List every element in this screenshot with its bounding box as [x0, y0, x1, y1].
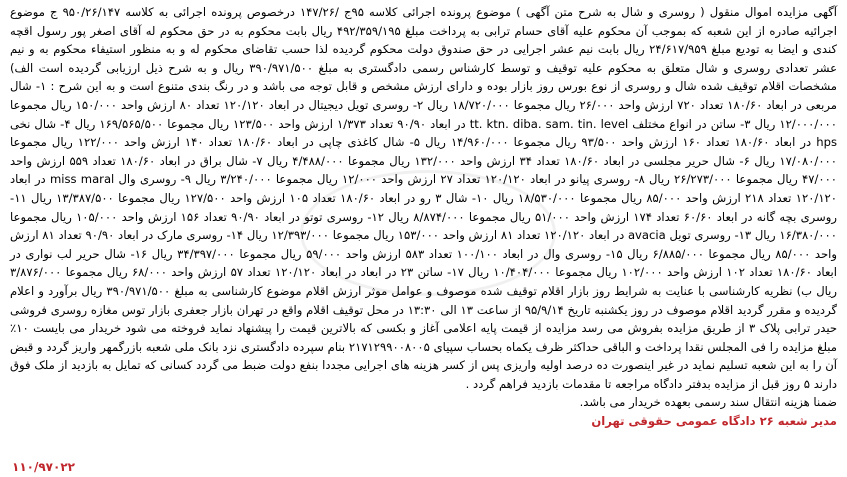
notice-body: آگهی مزایده اموال منقول ( روسری و شال به شرح متن آگهی ) موضوع پرونده اجرائی کلاسه ۹۵ج /۱۴۷/۲۶ درخصوص پرونده اجرائی به کلاسه ۹۵۰/۲۶/۱۴۷ ج موضوع اجرائیه صادره از این شعبه که بموجب آن محکوم علیه آقای حسام ترابی به پرداخت مبلغ ۴۹۲/۳۵۹/۱۹۵ ریال بابت محکوم به در حق محکوم له آقای اصغر پور رسول اقچه کندی و ایضا به تودیع مبلغ ۲۴/۶۱۷/۹۵۹ ریال بابت نیم عشر اجرایی در حق صندوق دولت محکوم گردیده لذا حسب تقاضای محکوم له و به منظور استیفاء محکوم به و نیم عشر تعدادی روسری و شال متعلق به محکوم علیه توقیف و توسط کارشناس رسمی دادگستری به مبلغ ۳۹۰/۹۷۱/۵۰۰ ریال و به شرح ذیل ارزیابی گردیده است الف) مشخصات اقلام توقیف شده شال و روسری از نوع بورس روز بازار بوده و دارای ارزش مشخص و قابل توجه می باشد و در رنگ بندی متنوع است و به این شرح : ۱- شال مربعی در ابعاد ۱۸۰/۶۰ تعداد ۷۲۰ ارزش واحد ۲۶/۰۰۰ ریال مجموعا ۱۸/۷۲۰/۰۰۰ ریال ۲- روسری تویل دیجیتال در ابعاد ۱۲۰/۱۲۰ تعداد ۸۰ ارزش واحد ۱۵۰/۰۰۰ ریال مجموعا ۱۲/۰۰۰/۰۰۰ ریال ۳- ساتن در انواع مختلف tt. ktn. diba. sam. tin. level در ابعاد ۹۰/۹۰ تعداد ۱/۳۷۳ ارزش واحد ۱۲۳/۵۰۰ ریال مجموعا ۱۶۹/۵۶۵/۵۰۰ ریال ۴- شال نخی hps در ابعاد ۱۸۰/۶۰ تعداد ۱۶۰ ارزش واحد ۹۳/۵۰۰ ریال مجموعا ۱۴/۹۶۰/۰۰۰ ریال ۵- شال کاغذی چاپی در ابعاد ۱۸۰/۶۰ تعداد ۱۴۰ ارزش واحد ۱۲۲/۰۰۰ ریال مجموعا ۱۷/۰۸۰/۰۰۰ ریال ۶- شال حریر مجلسی در ابعاد ۱۸۰/۶۰ تعداد ۳۴ ارزش واحد ۱۳۲/۰۰۰ ریال مجموعا ۴/۴۸۸/۰۰۰ ریال ۷- شال براق در ابعاد ۱۸۰/۶۰ تعداد ۵۵۹ ارزش واحد ۴۷/۰۰۰ ریال مجموعا ۲۶/۲۷۳/۰۰۰ ریال ۸- روسری پیانو در ابعاد ۱۲۰/۱۲۰ تعداد ۲۷ ارزش واحد ۱۲/۰۰۰ ریال مجموعا ۳/۲۴۰/۰۰۰ ریال ۹- روسری وال miss maral در ابعاد ۱۲۰/۱۲۰ تعداد ۲۱۸ ارزش واحد ۸۵/۰۰۰ ریال مجموعا ۱۸/۵۳۰/۰۰۰ ریال ۱۰- شال ۳ رو در ابعاد ۱۸۰/۶۰ تعداد ۱۰۵ ارزش واحد ۱۲۷/۵۰۰ ریال مجموعا ۱۳/۳۸۷/۵۰۰ ریال ۱۱- روسری بچه گانه در ابعاد ۶۰/۶۰ تعداد ۱۷۴ ارزش واحد ۵۱/۰۰۰ ریال مجموعا ۸/۸۷۴/۰۰۰ ریال ۱۲- روسری توتو در ابعاد ۹۰/۹۰ تعداد ۱۵۶ ارزش واحد ۱۰۵/۰۰۰ ریال مجموعا ۱۶/۳۸۰/۰۰۰ ریال ۱۳- روسری تویل avacia در ابعاد ۱۲۰/۱۲۰ تعداد ۸۱ ارزش واحد ۱۵۳/۰۰۰ ریال مجموعا ۱۲/۳۹۳/۰۰۰ ریال ۱۴- روسری مارک در ابعاد ۹۰/۹۰ تعداد ۸۱ ارزش واحد ۸۵/۰۰۰ ریال مجموعا ۶/۸۸۵/۰۰۰ ریال ۱۵- روسری وال در ابعاد ۱۰۰/۱۰۰ تعداد ۵۸۳ ارزش واحد ۵۹/۰۰۰ ریال مجموعا ۳۴/۳۹۷/۰۰۰ ریال ۱۶- شال حریر لب نواری در ابعاد ۱۸۰/۶۰ تعداد ۱۰۲ ارزش واحد ۱۰۲/۰۰۰ ریال مجموعا ۱۰/۴۰۴/۰۰۰ ریال ۱۷- ساتن ۲۳ در ابعاد در ابعاد ۱۲۰/۱۲۰ تعداد ۵۷ ارزش واحد ۶۸/۰۰۰ ریال مجموعا ۳/۸۷۶/۰۰۰ ریال ب) نظریه کارشناسی با عنایت به شرایط روز بازار اقلام توقیف شده موصوف و عوامل موثر ارزش اقلام موضوع کارشناسی به مبلغ ۳۹۰/۹۷۱/۵۰۰ ریال برآورد و اعلام گردیده و مقرر گردید اقلام موصوف در روز یکشنبه تاریخ ۹۵/۹/۱۴ از ساعت ۱۳ الی ۱۳:۳۰ در محل توقیف اقلام واقع در تهران بازار جعفری بازار توس مغازه روسری فروشی حیدر ترابی پلاک ۳ از طریق مزایده بفروش می رسد مزایده از قیمت پایه اعلامی آغاز و بکسی که بالاترین قیمت را پیشنهاد نماید فروخته می شود خریدار می بایست ۱۰٪ مبلغ مزایده را فی المجلس نقدا پرداخت و الباقی حداکثر ظرف یکماه بحساب سپیای ۲۱۷۱۲۹۹۰۰۸۰۰۵ بنام سپرده دادگستری نزد بانک ملی شعبه بازرگمهر واریز گردد و قبض آن را به این شعبه تسلیم نماید در غیر اینصورت ده درصد اولیه واریزی پس از کسر هزینه های اجرایی مجددا بنفع دولت ضبط می گردد کسانی که تمایل به بازدید از ملک فوق دارند ۵ روز قبل از مزایده بدفتر دادگاه مراجعه تا مقدمات بازدید فراهم گردد . — [10, 5, 838, 391]
notice-footnote: ضمنا هزینه انتقال سند رسمی بعهده خریدار می باشد. — [579, 395, 837, 410]
reference-number: ۱۱۰/۹۷۰۲۲ — [12, 460, 75, 474]
signature: مدیر شعبه ۲۶ دادگاه عمومی حقوقی تهران — [591, 414, 837, 429]
